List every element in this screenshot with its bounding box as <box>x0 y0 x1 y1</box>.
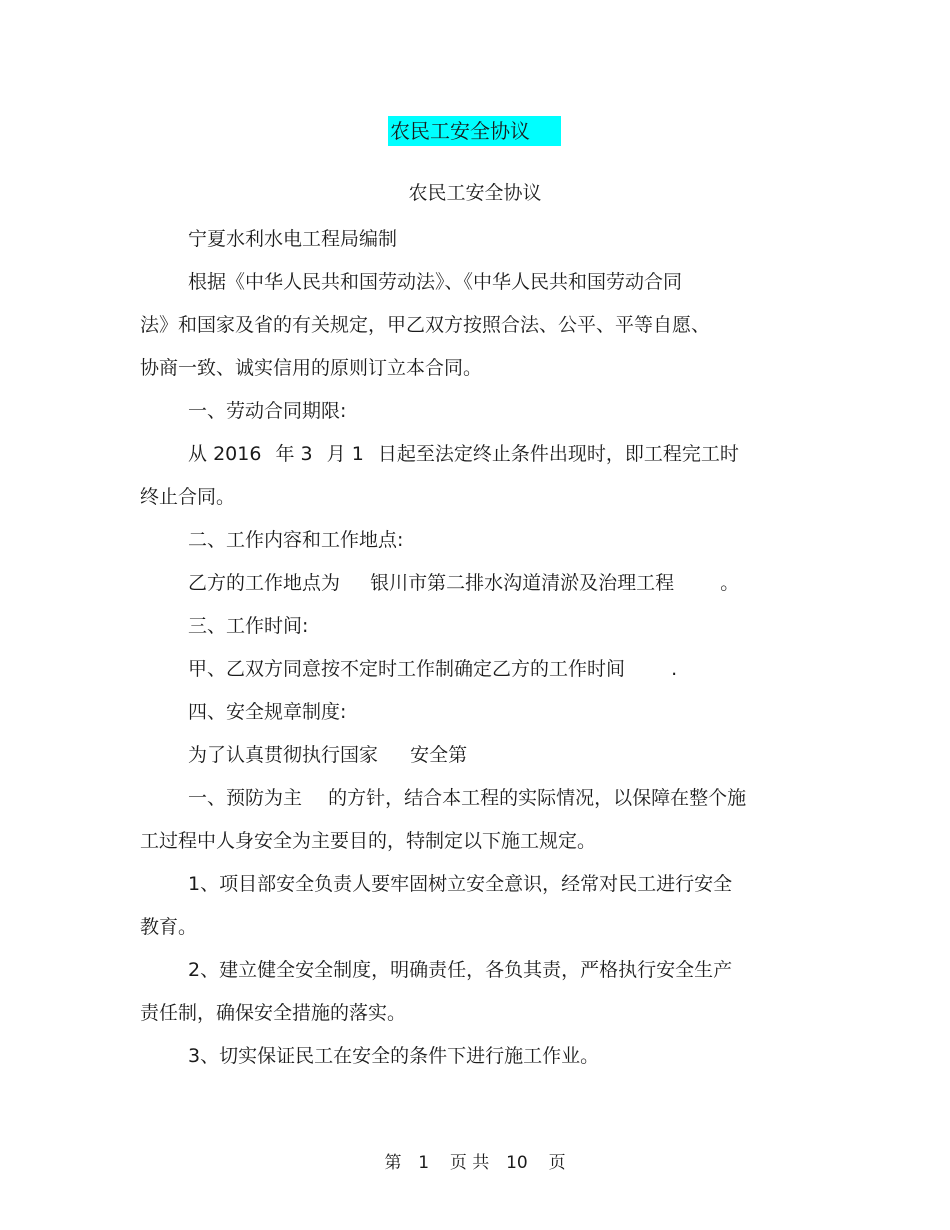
author-line: 宁夏水利水电工程局编制 <box>188 228 398 250</box>
section-3-line <box>140 648 780 691</box>
section-1-line-2: 终止合同。 <box>140 486 236 508</box>
preamble-line-2: 法》和国家及省的有关规定，甲乙双方按照合法、公平、平等自愿、 <box>140 314 711 336</box>
contract-month-value: 3 <box>300 443 313 465</box>
item-1-line-1: 1、项目部安全负责人要牢固树立安全意识，经常对民工进行安全 <box>188 873 733 895</box>
section-1-from: 从 <box>188 443 208 465</box>
section-4-line-2b: 的方针，结合本工程的实际情况，以保障在整个施 <box>328 787 747 809</box>
item-2-line-1: 2、建立健全安全制度，明确责任，各负其责，严格执行安全生产 <box>188 959 733 981</box>
contract-month-label: 月 <box>326 443 346 465</box>
workplace-prefix: 乙方的工作地点为 <box>188 572 341 594</box>
contract-day-value: 1 <box>351 443 364 465</box>
section-4-line-1a: 为了认真贯彻执行国家 <box>188 744 379 766</box>
page-current: 1 <box>418 1153 430 1173</box>
section-4-line-1b: 安全第 <box>410 744 468 766</box>
section-4-line-3: 工过程中人身安全为主要目的，特制定以下施工规定。 <box>140 830 597 852</box>
section-4-heading: 四、安全规章制度: <box>188 701 347 723</box>
contract-year-value: 2016 <box>213 443 262 465</box>
document-body <box>140 218 780 1078</box>
document-subtitle: 农民工安全协议 <box>408 182 542 204</box>
section-4-line-2 <box>140 777 780 820</box>
section-2-line <box>140 562 780 605</box>
workplace-location: 银川市第二排水沟道清淤及治理工程 <box>370 572 675 594</box>
page-total: 10 <box>506 1153 528 1173</box>
section-4-line-2a: 一、预防为主 <box>188 787 303 809</box>
section-1-line-1 <box>140 433 780 476</box>
page-label-end: 页 <box>548 1153 566 1173</box>
work-time-text: 甲、乙双方同意按不定时工作制确定乙方的工作时间 <box>188 658 626 680</box>
page-footer <box>0 1148 950 1178</box>
preamble-line-3: 协商一致、诚实信用的原则订立本合同。 <box>140 357 483 379</box>
item-1-line-2: 教育。 <box>140 916 198 938</box>
section-1-heading: 一、劳动合同期限: <box>188 400 347 422</box>
section-2-heading: 二、工作内容和工作地点: <box>188 529 404 551</box>
contract-year-label: 年 <box>275 443 295 465</box>
preamble-line-1: 根据《中华人民共和国劳动法》、《中华人民共和国劳动合同 <box>188 271 683 293</box>
work-time-end: . <box>671 658 678 680</box>
page-label-mid: 页 共 <box>449 1153 490 1173</box>
section-3-heading: 三、工作时间: <box>188 615 309 637</box>
workplace-end: 。 <box>720 572 740 594</box>
item-3-line-1: 3、切实保证民工在安全的条件下进行施工作业。 <box>188 1045 600 1067</box>
section-4-line-1 <box>140 734 780 777</box>
page-label-start: 第 <box>384 1153 402 1173</box>
highlighted-title: 农民工安全协议 <box>388 116 561 146</box>
item-2-line-2: 责任制，确保安全措施的落实。 <box>140 1002 407 1024</box>
section-1-rest: 日起至法定终止条件出现时，即工程完工时 <box>377 443 739 465</box>
